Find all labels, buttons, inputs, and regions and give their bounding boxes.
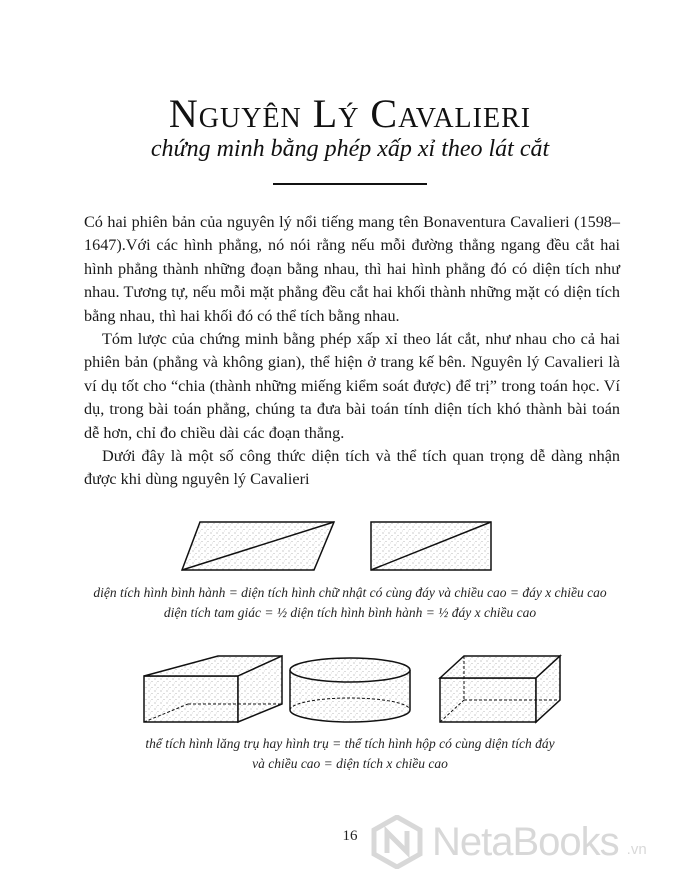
- caption-plane-area: diện tích hình bình hành = diện tích hình chữ nhật có cùng đáy và chiều cao = đáy x chiều cao: [93, 585, 607, 600]
- watermark-suffix: .vn: [626, 840, 647, 858]
- paragraph: Dưới đây là một số công thức diện tích và thể tích quan trọng dễ dàng nhận được khi dùng nguyên lý Cavalieri: [84, 447, 620, 489]
- netabooks-logo-icon: [370, 815, 424, 869]
- page-title: Nguyên Lý Cavalieri: [168, 91, 532, 136]
- netabooks-watermark: [370, 812, 690, 872]
- page-subtitle: chứng minh bằng phép xấp xỉ theo lát cắt: [150, 136, 550, 162]
- rectangle-figure: [370, 520, 492, 572]
- body-text: [84, 211, 620, 492]
- paragraph: Tóm lược của chứng minh bằng phép xấp xỉ theo lát cắt, như nhau cho cả hai phiên bản (phẳng và không gian), thể hiện ở trang kế bên. Nguyên lý Cavalieri là ví dụ tốt cho “chia (thành những miếng kiểm soát được) để trị” trong toán học. Ví dụ, trong bài toán phẳng, chúng ta đưa bài toán tính diện tích khó thành bài toán dễ hơn, chỉ đo chiều dài các đoạn thẳng.: [84, 330, 620, 442]
- title-divider: [273, 183, 427, 185]
- page-number: 16: [342, 828, 358, 844]
- watermark-brand: NetaBooks: [432, 819, 619, 864]
- paragraph: Có hai phiên bản của nguyên lý nổi tiếng mang tên Bonaventura Cavalieri (1598–1647).Với các hình phẳng, nó nói rằng nếu mỗi đường thẳng ngang đều cắt hai hình phẳng thành những đoạn bằng nhau, thì hai hình phẳng đó có diện tích như nhau. Tương tự, nếu mỗi mặt phẳng đều cắt hai khối thành những mặt có diện tích bằng nhau, thì hai khối đó có thể tích bằng nhau.: [84, 213, 620, 325]
- caption-triangle-area: diện tích tam giác = ½ diện tích hình bình hành = ½ đáy x chiều cao: [163, 605, 537, 620]
- parallelogram-figure: [180, 520, 336, 572]
- prism-figure: [142, 654, 286, 724]
- cylinder-figure: [287, 656, 413, 724]
- caption-volume-formula: và chiều cao = diện tích x chiều cao: [252, 756, 448, 771]
- box-figure: [438, 654, 562, 724]
- caption-prism-volume: thể tích hình lăng trụ hay hình trụ = thể tích hình hộp có cùng diện tích đáy: [145, 736, 555, 751]
